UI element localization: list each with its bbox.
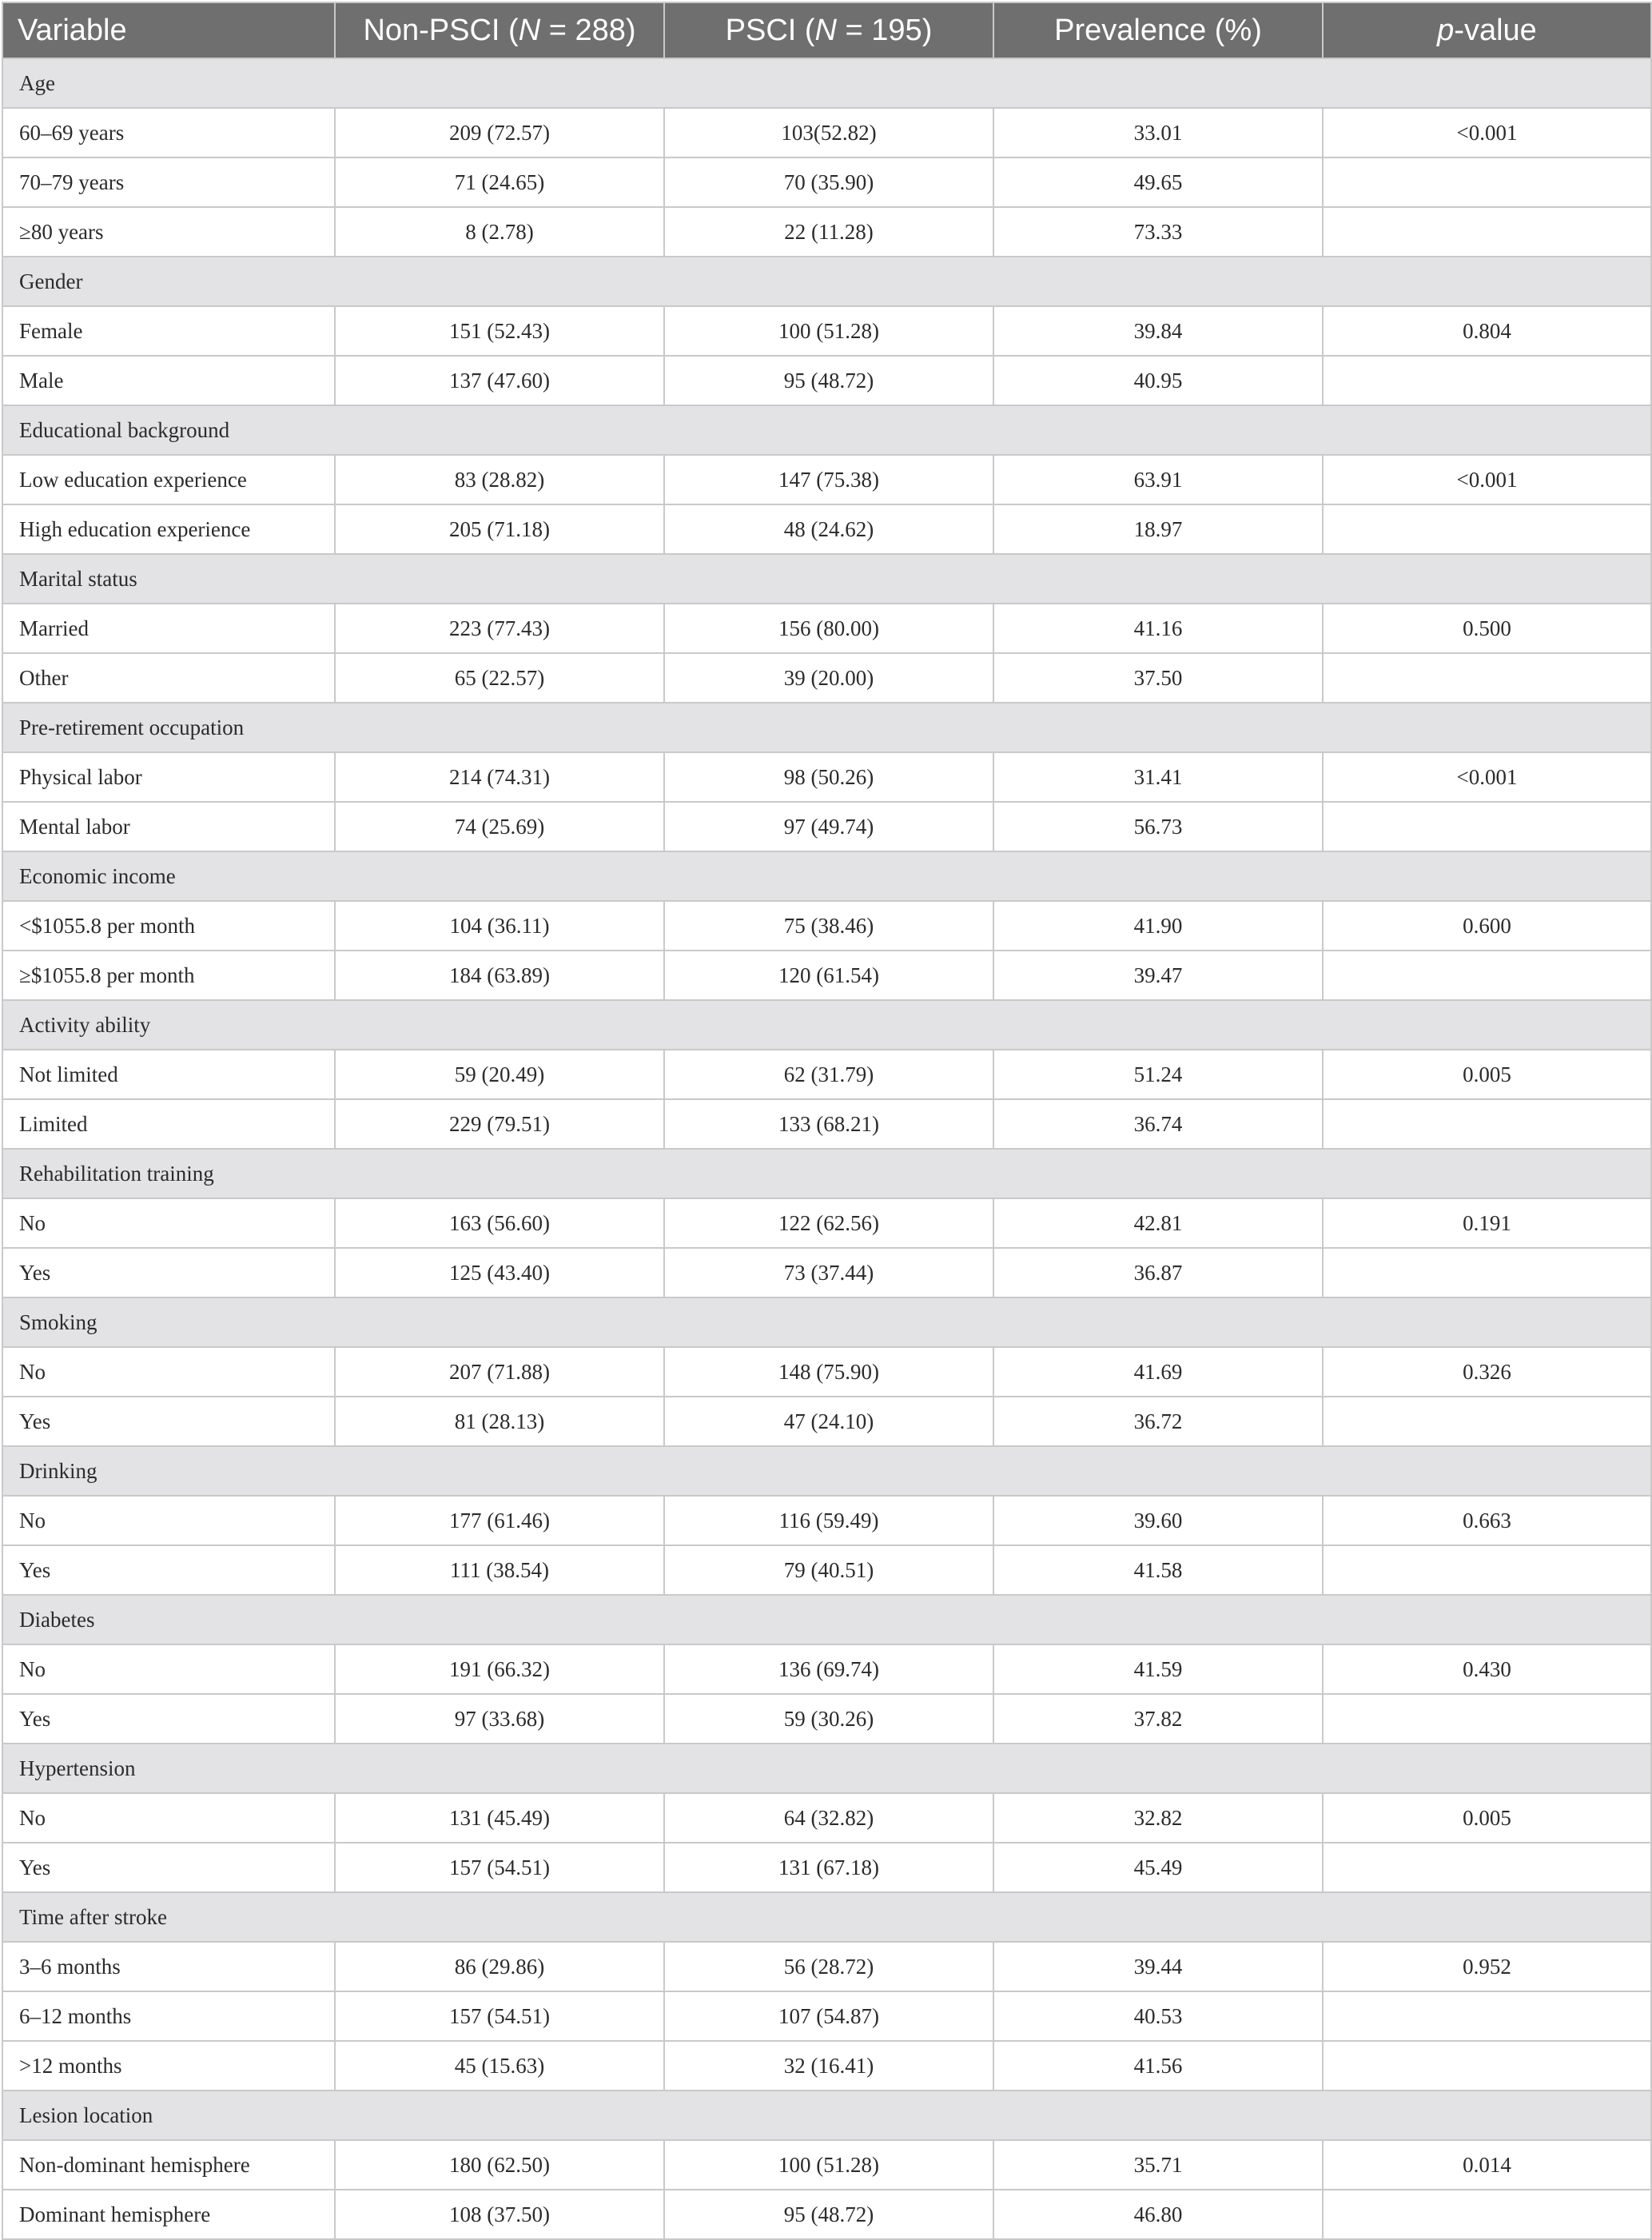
group-label: Smoking	[2, 1297, 1651, 1347]
table-row	[2, 2140, 1651, 2190]
row-label: Yes	[2, 1545, 335, 1595]
table-row	[2, 1496, 1651, 1545]
row-label: No	[2, 1347, 335, 1397]
group-header-row	[2, 703, 1651, 752]
group-label: Drinking	[2, 1446, 1651, 1496]
table-row	[2, 1050, 1651, 1099]
group-header-row	[2, 1446, 1651, 1496]
psci-cell: 156 (80.00)	[664, 604, 993, 653]
prevalence-cell: 37.50	[993, 653, 1323, 703]
prevalence-cell: 39.84	[993, 306, 1323, 356]
p-value-cell: 0.005	[1323, 1793, 1651, 1843]
table-row	[2, 1099, 1651, 1149]
p-value-cell	[1323, 653, 1651, 703]
non-psci-cell: 184 (63.89)	[335, 951, 664, 1000]
non-psci-cell: 86 (29.86)	[335, 1942, 664, 1991]
non-psci-cell: 45 (15.63)	[335, 2041, 664, 2091]
p-value-cell	[1323, 356, 1651, 405]
p-value-cell: 0.600	[1323, 901, 1651, 951]
non-psci-cell: 65 (22.57)	[335, 653, 664, 703]
psci-cell: 47 (24.10)	[664, 1397, 993, 1446]
row-label: Married	[2, 604, 335, 653]
p-value-cell	[1323, 802, 1651, 851]
p-value-cell: <0.001	[1323, 108, 1651, 157]
row-label: 60–69 years	[2, 108, 335, 157]
prevalence-cell: 18.97	[993, 504, 1323, 554]
row-label: Male	[2, 356, 335, 405]
row-label: Yes	[2, 1694, 335, 1744]
prevalence-cell: 40.53	[993, 1991, 1323, 2041]
table-row	[2, 653, 1651, 703]
prevalence-cell: 51.24	[993, 1050, 1323, 1099]
row-label: Low education experience	[2, 455, 335, 504]
psci-cell: 107 (54.87)	[664, 1991, 993, 2041]
table-row	[2, 604, 1651, 653]
non-psci-cell: 74 (25.69)	[335, 802, 664, 851]
group-label: Activity ability	[2, 1000, 1651, 1050]
prevalence-cell: 41.59	[993, 1644, 1323, 1694]
p-value-cell	[1323, 2041, 1651, 2091]
prevalence-cell: 36.74	[993, 1099, 1323, 1149]
group-header-row	[2, 1744, 1651, 1793]
psci-cell: 62 (31.79)	[664, 1050, 993, 1099]
table-body	[2, 58, 1651, 2239]
psci-cell: 75 (38.46)	[664, 901, 993, 951]
group-header-row	[2, 1297, 1651, 1347]
non-psci-cell: 8 (2.78)	[335, 207, 664, 257]
table-row	[2, 2041, 1651, 2091]
prevalence-cell: 35.71	[993, 2140, 1323, 2190]
p-value-cell: 0.663	[1323, 1496, 1651, 1545]
table-row	[2, 1198, 1651, 1248]
prevalence-cell: 41.16	[993, 604, 1323, 653]
prevalence-cell: 56.73	[993, 802, 1323, 851]
non-psci-cell: 137 (47.60)	[335, 356, 664, 405]
header-non-psci	[335, 2, 664, 58]
non-psci-cell: 180 (62.50)	[335, 2140, 664, 2190]
group-header-row	[2, 2091, 1651, 2140]
p-value-cell: 0.014	[1323, 2140, 1651, 2190]
group-header-row	[2, 1595, 1651, 1644]
table-row	[2, 1793, 1651, 1843]
group-header-row	[2, 851, 1651, 901]
psci-cell: 100 (51.28)	[664, 2140, 993, 2190]
non-psci-cell: 157 (54.51)	[335, 1991, 664, 2041]
group-label: Diabetes	[2, 1595, 1651, 1644]
psci-cell: 59 (30.26)	[664, 1694, 993, 1744]
non-psci-cell: 157 (54.51)	[335, 1843, 664, 1892]
prevalence-cell: 73.33	[993, 207, 1323, 257]
group-label: Hypertension	[2, 1744, 1651, 1793]
group-header-row	[2, 405, 1651, 455]
p-value-cell	[1323, 504, 1651, 554]
group-label: Gender	[2, 257, 1651, 306]
header-italic-text: N	[518, 13, 541, 47]
header-variable	[2, 2, 335, 58]
psci-cell: 32 (16.41)	[664, 2041, 993, 2091]
row-label: Yes	[2, 1248, 335, 1297]
row-label: ≥80 years	[2, 207, 335, 257]
table-row	[2, 1694, 1651, 1744]
psci-cell: 120 (61.54)	[664, 951, 993, 1000]
group-header-row	[2, 58, 1651, 108]
row-label: Non-dominant hemisphere	[2, 2140, 335, 2190]
header-prevalence	[993, 2, 1323, 58]
prevalence-cell: 41.90	[993, 901, 1323, 951]
p-value-cell: <0.001	[1323, 752, 1651, 802]
header-text: Non-PSCI (	[363, 13, 519, 47]
non-psci-cell: 131 (45.49)	[335, 1793, 664, 1843]
header-italic-text: N	[814, 13, 837, 47]
table-row	[2, 306, 1651, 356]
row-label: Mental labor	[2, 802, 335, 851]
prevalence-cell: 41.56	[993, 2041, 1323, 2091]
table-row	[2, 455, 1651, 504]
row-label: 3–6 months	[2, 1942, 335, 1991]
row-label: 6–12 months	[2, 1991, 335, 2041]
prevalence-cell: 36.87	[993, 1248, 1323, 1297]
table-row	[2, 1347, 1651, 1397]
row-label: Physical labor	[2, 752, 335, 802]
non-psci-cell: 59 (20.49)	[335, 1050, 664, 1099]
non-psci-cell: 207 (71.88)	[335, 1347, 664, 1397]
non-psci-cell: 83 (28.82)	[335, 455, 664, 504]
psci-cell: 64 (32.82)	[664, 1793, 993, 1843]
group-header-row	[2, 554, 1651, 604]
group-label: Age	[2, 58, 1651, 108]
prevalence-cell: 31.41	[993, 752, 1323, 802]
prevalence-cell: 36.72	[993, 1397, 1323, 1446]
non-psci-cell: 229 (79.51)	[335, 1099, 664, 1149]
prevalence-cell: 37.82	[993, 1694, 1323, 1744]
psci-cell: 136 (69.74)	[664, 1644, 993, 1694]
p-value-cell: 0.952	[1323, 1942, 1651, 1991]
row-label: No	[2, 1198, 335, 1248]
psci-cell: 97 (49.74)	[664, 802, 993, 851]
prevalence-cell: 39.44	[993, 1942, 1323, 1991]
header-row	[2, 2, 1651, 58]
group-label: Economic income	[2, 851, 1651, 901]
non-psci-cell: 111 (38.54)	[335, 1545, 664, 1595]
header-p-value	[1323, 2, 1651, 58]
prevalence-cell: 63.91	[993, 455, 1323, 504]
p-value-cell: 0.326	[1323, 1347, 1651, 1397]
prevalence-cell: 33.01	[993, 108, 1323, 157]
non-psci-cell: 214 (74.31)	[335, 752, 664, 802]
psci-cell: 22 (11.28)	[664, 207, 993, 257]
p-value-cell: 0.430	[1323, 1644, 1651, 1694]
non-psci-cell: 205 (71.18)	[335, 504, 664, 554]
table-row	[2, 1942, 1651, 1991]
table-row	[2, 504, 1651, 554]
header-italic-text: p	[1437, 13, 1455, 47]
row-label: ≥$1055.8 per month	[2, 951, 335, 1000]
psci-cell: 131 (67.18)	[664, 1843, 993, 1892]
p-value-cell	[1323, 1248, 1651, 1297]
header-text: PSCI (	[725, 13, 815, 47]
psci-cell: 73 (37.44)	[664, 1248, 993, 1297]
table-row	[2, 752, 1651, 802]
psci-cell: 98 (50.26)	[664, 752, 993, 802]
row-label: >12 months	[2, 2041, 335, 2091]
group-label: Educational background	[2, 405, 1651, 455]
prevalence-cell: 49.65	[993, 157, 1323, 207]
non-psci-cell: 223 (77.43)	[335, 604, 664, 653]
non-psci-cell: 97 (33.68)	[335, 1694, 664, 1744]
prevalence-cell: 41.58	[993, 1545, 1323, 1595]
table-row	[2, 1843, 1651, 1892]
table-row	[2, 1545, 1651, 1595]
p-value-cell	[1323, 1397, 1651, 1446]
p-value-cell	[1323, 1545, 1651, 1595]
group-label: Pre-retirement occupation	[2, 703, 1651, 752]
psci-cell: 39 (20.00)	[664, 653, 993, 703]
p-value-cell	[1323, 951, 1651, 1000]
row-label: Female	[2, 306, 335, 356]
p-value-cell	[1323, 1694, 1651, 1744]
p-value-cell	[1323, 1991, 1651, 2041]
group-header-row	[2, 257, 1651, 306]
group-label: Rehabilitation training	[2, 1149, 1651, 1198]
table-row	[2, 901, 1651, 951]
non-psci-cell: 163 (56.60)	[335, 1198, 664, 1248]
group-header-row	[2, 1000, 1651, 1050]
non-psci-cell: 177 (61.46)	[335, 1496, 664, 1545]
table-row	[2, 802, 1651, 851]
psci-cell: 147 (75.38)	[664, 455, 993, 504]
row-label: <$1055.8 per month	[2, 901, 335, 951]
p-value-cell: 0.005	[1323, 1050, 1651, 1099]
non-psci-cell: 191 (66.32)	[335, 1644, 664, 1694]
table-row	[2, 2190, 1651, 2239]
group-label: Marital status	[2, 554, 1651, 604]
p-value-cell: 0.500	[1323, 604, 1651, 653]
table-row	[2, 1644, 1651, 1694]
prevalence-cell: 42.81	[993, 1198, 1323, 1248]
prevalence-cell: 40.95	[993, 356, 1323, 405]
table-row	[2, 108, 1651, 157]
non-psci-cell: 81 (28.13)	[335, 1397, 664, 1446]
row-label: Yes	[2, 1397, 335, 1446]
p-value-cell: 0.804	[1323, 306, 1651, 356]
psci-cell: 148 (75.90)	[664, 1347, 993, 1397]
psci-cell: 133 (68.21)	[664, 1099, 993, 1149]
prevalence-cell: 41.69	[993, 1347, 1323, 1397]
group-label: Lesion location	[2, 2091, 1651, 2140]
p-value-cell: 0.191	[1323, 1198, 1651, 1248]
psci-cell: 100 (51.28)	[664, 306, 993, 356]
p-value-cell: <0.001	[1323, 455, 1651, 504]
table-row	[2, 1991, 1651, 2041]
prevalence-cell: 39.47	[993, 951, 1323, 1000]
row-label: Yes	[2, 1843, 335, 1892]
p-value-cell	[1323, 207, 1651, 257]
table-row	[2, 207, 1651, 257]
p-value-cell	[1323, 2190, 1651, 2239]
header-text: Variable	[18, 13, 127, 47]
group-label: Time after stroke	[2, 1892, 1651, 1942]
psci-cell: 103(52.82)	[664, 108, 993, 157]
group-header-row	[2, 1892, 1651, 1942]
psci-cell: 70 (35.90)	[664, 157, 993, 207]
psci-cell: 56 (28.72)	[664, 1942, 993, 1991]
row-label: No	[2, 1793, 335, 1843]
table-row	[2, 356, 1651, 405]
table-row	[2, 1248, 1651, 1297]
row-label: No	[2, 1644, 335, 1694]
row-label: Limited	[2, 1099, 335, 1149]
row-label: 70–79 years	[2, 157, 335, 207]
row-label: No	[2, 1496, 335, 1545]
psci-cell: 122 (62.56)	[664, 1198, 993, 1248]
p-value-cell	[1323, 157, 1651, 207]
header-text: Prevalence (%)	[1054, 13, 1262, 47]
non-psci-cell: 71 (24.65)	[335, 157, 664, 207]
prevalence-cell: 45.49	[993, 1843, 1323, 1892]
row-label: Not limited	[2, 1050, 335, 1099]
header-text: -value	[1454, 13, 1537, 47]
non-psci-cell: 108 (37.50)	[335, 2190, 664, 2239]
header-text: = 195)	[836, 13, 933, 47]
group-header-row	[2, 1149, 1651, 1198]
non-psci-cell: 209 (72.57)	[335, 108, 664, 157]
prevalence-cell: 32.82	[993, 1793, 1323, 1843]
row-label: Dominant hemisphere	[2, 2190, 335, 2239]
psci-cell: 95 (48.72)	[664, 356, 993, 405]
table-row	[2, 951, 1651, 1000]
table-row	[2, 1397, 1651, 1446]
row-label: Other	[2, 653, 335, 703]
row-label: High education experience	[2, 504, 335, 554]
psci-cell: 116 (59.49)	[664, 1496, 993, 1545]
psci-cell: 48 (24.62)	[664, 504, 993, 554]
non-psci-cell: 125 (43.40)	[335, 1248, 664, 1297]
table-row	[2, 157, 1651, 207]
prevalence-cell: 39.60	[993, 1496, 1323, 1545]
p-value-cell	[1323, 1843, 1651, 1892]
header-text: = 288)	[540, 13, 636, 47]
prevalence-cell: 46.80	[993, 2190, 1323, 2239]
header-psci	[664, 2, 993, 58]
non-psci-cell: 151 (52.43)	[335, 306, 664, 356]
non-psci-cell: 104 (36.11)	[335, 901, 664, 951]
psci-cell: 95 (48.72)	[664, 2190, 993, 2239]
data-table	[2, 2, 1652, 2240]
psci-cell: 79 (40.51)	[664, 1545, 993, 1595]
p-value-cell	[1323, 1099, 1651, 1149]
